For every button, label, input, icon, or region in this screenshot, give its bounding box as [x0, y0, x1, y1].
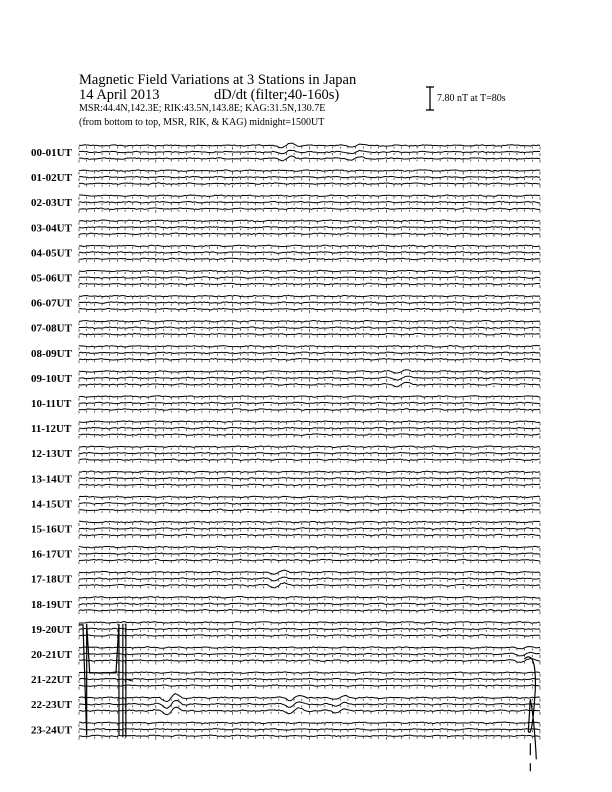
minute-ticks: [79, 662, 540, 665]
hour-row: [31, 597, 540, 615]
minute-ticks: [79, 178, 540, 181]
trace-kag: [79, 521, 540, 523]
hour-row: [31, 722, 540, 740]
hour-row: [31, 694, 540, 715]
hour-label: 21-22UT: [31, 674, 72, 687]
minute-ticks: [79, 297, 540, 300]
trace-kag: [79, 597, 540, 598]
minute-ticks: [79, 385, 540, 388]
minute-ticks: [79, 598, 540, 601]
hour-label: 03-04UT: [31, 222, 72, 235]
trace-rik: [79, 528, 540, 530]
trace-rik: [79, 553, 540, 555]
hour-row: [31, 170, 540, 188]
hour-label: 10-11UT: [31, 398, 72, 410]
trace-kag: [79, 170, 540, 172]
trace-kag: [79, 546, 540, 548]
minute-ticks: [79, 479, 540, 482]
hour-label: 13-14UT: [31, 473, 72, 486]
chart-title: Magnetic Field Variations at 3 Stations in Japan: [79, 72, 357, 88]
trace-msr: [79, 434, 540, 436]
hour-row: [31, 320, 540, 338]
minute-ticks: [79, 372, 540, 375]
trace-kag: [79, 471, 540, 473]
hour-label: 01-02UT: [31, 172, 72, 185]
hour-row: [31, 270, 540, 288]
minute-ticks: [79, 260, 540, 263]
trace-kag: [79, 496, 540, 498]
minute-ticks: [79, 411, 540, 414]
minute-ticks: [79, 730, 540, 733]
trace-rik: [79, 678, 540, 680]
trace-rik: [79, 252, 540, 254]
minute-ticks: [79, 347, 540, 350]
hour-label: 08-09UT: [31, 347, 72, 360]
hour-row: [31, 521, 540, 539]
minute-ticks: [79, 222, 540, 225]
trace-msr: [79, 509, 540, 511]
hour-row: [31, 370, 540, 389]
minute-ticks: [79, 649, 540, 652]
minute-ticks: [79, 404, 540, 407]
trace-kag: [79, 396, 540, 398]
trace-kag: [79, 647, 540, 649]
minute-ticks: [79, 279, 540, 282]
minute-ticks: [79, 235, 540, 238]
minute-ticks: [79, 461, 540, 464]
minute-ticks: [79, 172, 540, 175]
trace-msr: [79, 459, 540, 461]
minute-ticks: [79, 228, 540, 231]
trace-msr: [79, 484, 540, 486]
minute-ticks: [79, 379, 540, 382]
trace-kag: [79, 195, 540, 197]
quantity-label: dD/dt (filter;40-160s): [214, 87, 340, 103]
minute-ticks: [79, 322, 540, 325]
minute-ticks: [79, 699, 540, 702]
trace-msr: [79, 359, 540, 361]
hour-label: 02-03UT: [31, 197, 72, 210]
minute-ticks: [79, 285, 540, 288]
minute-ticks: [79, 724, 540, 727]
trace-rik: [79, 603, 540, 605]
trace-rik: [79, 176, 540, 178]
trace-rik: [79, 227, 540, 229]
hour-label: 23-24UT: [31, 724, 72, 737]
hour-row: [31, 143, 540, 162]
minute-ticks: [79, 555, 540, 558]
minute-ticks: [79, 498, 540, 501]
trace-rik: [79, 452, 540, 454]
hour-row: [31, 546, 540, 564]
hour-label: 20-21UT: [31, 649, 72, 661]
minute-ticks: [79, 511, 540, 514]
minute-ticks: [79, 448, 540, 451]
hour-label: 17-18UT: [31, 573, 72, 586]
hour-row: [31, 570, 540, 589]
trace-rik: [79, 352, 540, 354]
minute-ticks: [79, 197, 540, 200]
hour-label: 06-07UT: [31, 297, 72, 310]
minute-ticks: [79, 153, 540, 156]
minute-ticks: [79, 680, 540, 683]
minute-ticks: [79, 737, 540, 740]
trace-kag: [79, 295, 540, 297]
hour-row: [31, 346, 540, 364]
trace-kag: [79, 320, 540, 322]
trace-msr: [79, 534, 540, 536]
trace-kag: [79, 346, 540, 348]
minute-ticks: [79, 454, 540, 457]
minute-ticks: [79, 185, 540, 188]
trace-kag: [79, 622, 540, 624]
minute-ticks: [79, 423, 540, 426]
hour-row: [31, 647, 540, 665]
minute-ticks: [79, 147, 540, 150]
minute-ticks: [79, 486, 540, 489]
trace-kag: [79, 220, 540, 222]
trace-msr: [79, 409, 540, 411]
date-label: 14 April 2013: [79, 87, 160, 103]
trace-msr: [79, 685, 540, 687]
trace-rik: [79, 327, 540, 329]
minute-ticks: [79, 630, 540, 633]
minute-ticks: [79, 247, 540, 250]
trace-msr: [79, 559, 540, 561]
trace-kag: [79, 245, 540, 247]
trace-msr: [79, 208, 540, 210]
trace-msr: [79, 735, 540, 737]
hour-row: [31, 245, 540, 263]
minute-ticks: [79, 530, 540, 533]
hour-label: 07-08UT: [31, 322, 72, 335]
scale-bar: [426, 87, 434, 110]
minute-ticks: [79, 253, 540, 256]
hour-label: 16-17UT: [31, 548, 72, 561]
trace-rik: [79, 427, 540, 429]
hour-row: [31, 622, 540, 640]
minute-ticks: [79, 548, 540, 551]
trace-msr: [79, 258, 540, 260]
hour-row: [31, 220, 540, 238]
hour-label: 14-15UT: [31, 498, 72, 511]
trace-rik: [79, 628, 540, 630]
minute-ticks: [79, 687, 540, 690]
trace-msr: [79, 333, 540, 335]
minute-ticks: [79, 504, 540, 507]
trace-rik: [79, 402, 540, 403]
minute-ticks: [79, 580, 540, 583]
minute-ticks: [79, 536, 540, 539]
minute-ticks: [79, 523, 540, 526]
trace-msr: [79, 183, 540, 185]
minute-ticks: [79, 429, 540, 432]
trace-kag: [79, 421, 540, 423]
minute-ticks: [79, 473, 540, 476]
trace-rik: [79, 478, 540, 479]
minute-ticks: [79, 360, 540, 363]
hour-row: [31, 396, 540, 414]
trace-kag: [79, 446, 540, 448]
minute-ticks: [79, 354, 540, 357]
hour-label: 15-16UT: [31, 523, 72, 536]
hour-row: [31, 295, 540, 313]
hour-label: 18-19UT: [31, 598, 72, 611]
hour-label: 09-10UT: [31, 372, 72, 385]
minute-ticks: [79, 210, 540, 213]
minute-ticks: [79, 712, 540, 715]
hour-label: 22-23UT: [31, 699, 72, 712]
trace-rik: [79, 729, 540, 731]
hour-label: 05-06UT: [31, 272, 72, 285]
minute-ticks: [79, 272, 540, 275]
minute-ticks: [79, 636, 540, 639]
minute-ticks: [79, 329, 540, 332]
hour-row: [31, 195, 540, 213]
trace-rik: [79, 503, 540, 505]
hour-row: [31, 471, 540, 489]
trace-msr: [79, 635, 540, 637]
hour-label: 00-01UT: [31, 147, 72, 159]
hour-label: 19-20UT: [31, 623, 72, 636]
trace-kag: [79, 722, 540, 724]
trace-msr: [79, 610, 540, 612]
minute-ticks: [79, 304, 540, 307]
hour-rows: [31, 143, 540, 771]
hour-row: [31, 672, 540, 690]
trace-rik: [79, 302, 540, 304]
minute-ticks: [79, 573, 540, 576]
trace-kag: [79, 672, 540, 674]
trace-rik: [79, 277, 540, 279]
minute-ticks: [79, 605, 540, 608]
order-note: (from bottom to top, MSR, RIK, & KAG) midnight=1500UT: [79, 117, 325, 128]
minute-ticks: [79, 160, 540, 163]
stations-label: MSR:44.4N,142.3E; RIK:43.5N,143.8E; KAG:31.5N,130.7E: [79, 103, 326, 114]
trace-msr: [79, 233, 540, 235]
minute-ticks: [79, 705, 540, 708]
hour-label: 04-05UT: [31, 247, 72, 260]
minute-ticks: [79, 611, 540, 614]
hour-row: [31, 446, 540, 464]
hour-row: [31, 421, 540, 439]
minute-ticks: [79, 623, 540, 626]
minute-ticks: [79, 586, 540, 589]
minute-ticks: [79, 310, 540, 313]
hour-row: [31, 496, 540, 514]
trace-msr: [79, 283, 540, 285]
minute-ticks: [79, 436, 540, 439]
minute-ticks: [79, 335, 540, 338]
hour-label: 11-12UT: [31, 423, 72, 436]
minute-ticks: [79, 398, 540, 401]
trace-msr: [79, 308, 540, 310]
minute-ticks: [79, 655, 540, 658]
trace-kag: [79, 270, 540, 272]
hour-label: 12-13UT: [31, 448, 72, 461]
trace-rik: [79, 201, 540, 203]
minute-ticks: [79, 674, 540, 677]
minute-ticks: [79, 203, 540, 206]
minute-ticks: [79, 561, 540, 564]
scale-bar-label: 7.80 nT at T=80s: [437, 93, 506, 104]
